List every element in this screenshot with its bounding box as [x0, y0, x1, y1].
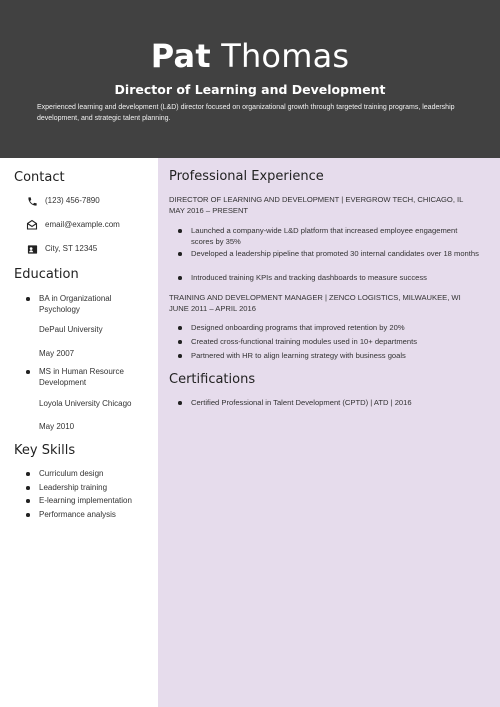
skill-item: Leadership training — [39, 482, 107, 493]
bullet-dot — [178, 354, 182, 358]
bullet-dot — [26, 499, 30, 503]
candidate-name — [0, 36, 500, 76]
contact-location — [26, 242, 98, 256]
education-school: Loyola University Chicago — [39, 399, 132, 408]
job-bullet: Partnered with HR to align learning strategy with business goals — [191, 350, 481, 361]
left-column — [0, 158, 158, 707]
job-bullet: Introduced training KPIs and tracking dashboards to measure success — [191, 272, 481, 283]
bullet-dot — [178, 340, 182, 344]
experience-heading: Professional Experience — [169, 169, 324, 184]
contact-heading: Contact — [14, 170, 65, 185]
job-title-company: DIRECTOR OF LEARNING AND DEVELOPMENT | EVERGROW TECH, CHICAGO, IL — [169, 195, 464, 204]
skills-heading: Key Skills — [14, 443, 76, 458]
contact-email — [26, 218, 120, 232]
resume-header — [0, 0, 500, 158]
job-bullet: Launched a company-wide L&D platform that increased employee engagement scores by 35% — [191, 225, 481, 247]
bullet-dot — [178, 276, 182, 280]
education-degree: MS in Human Resource Development — [39, 366, 139, 388]
bullet-dot — [178, 229, 182, 233]
job-heading — [169, 292, 479, 314]
skill-item: Performance analysis — [39, 509, 116, 520]
summary-text: Experienced learning and development (L&D) director focused on organizational growth through targeted training programs, leadership development, and strategic talent planning. — [37, 104, 455, 122]
envelope-icon — [26, 219, 38, 231]
last-name: Thomas — [221, 37, 350, 75]
skill-item: Curriculum design — [39, 468, 103, 479]
address-card-icon — [26, 243, 38, 255]
phone-icon — [26, 195, 38, 207]
job-dates: JUNE 2011 – APRIL 2016 — [169, 304, 256, 313]
email-text: email@example.com — [45, 220, 120, 229]
bullet-dot — [26, 513, 30, 517]
first-name: Pat — [150, 37, 211, 75]
phone-text: (123) 456-7890 — [45, 196, 100, 205]
job-dates: MAY 2016 – PRESENT — [169, 206, 249, 215]
bullet-dot — [26, 370, 30, 374]
job-bullet: Created cross-functional training modules used in 10+ departments — [191, 336, 481, 347]
certification-item: Certified Professional in Talent Development (CPTD) | ATD | 2016 — [191, 397, 481, 408]
job-bullet: Designed onboarding programs that improved retention by 20% — [191, 322, 481, 333]
bullet-dot — [178, 401, 182, 405]
job-heading — [169, 194, 479, 216]
education-date: May 2010 — [39, 422, 75, 431]
education-date: May 2007 — [39, 349, 75, 358]
bullet-dot — [26, 472, 30, 476]
bullet-dot — [178, 326, 182, 330]
education-degree: BA in Organizational Psychology — [39, 293, 144, 315]
job-title-company: TRAINING AND DEVELOPMENT MANAGER | ZENCO LOGISTICS, MILWAUKEE, WI — [169, 293, 461, 302]
bullet-dot — [178, 252, 182, 256]
bullet-dot — [26, 297, 30, 301]
bullet-dot — [26, 486, 30, 490]
certifications-heading: Certifications — [169, 372, 256, 387]
education-school: DePaul University — [39, 325, 103, 334]
job-bullet: Developed a leadership pipeline that promoted 30 internal candidates over 18 months — [191, 248, 481, 259]
education-heading: Education — [14, 267, 79, 282]
skill-item: E-learning implementation — [39, 495, 132, 506]
job-title: Director of Learning and Development — [114, 82, 386, 97]
contact-phone — [26, 194, 100, 208]
location-text: City, ST 12345 — [45, 244, 98, 253]
